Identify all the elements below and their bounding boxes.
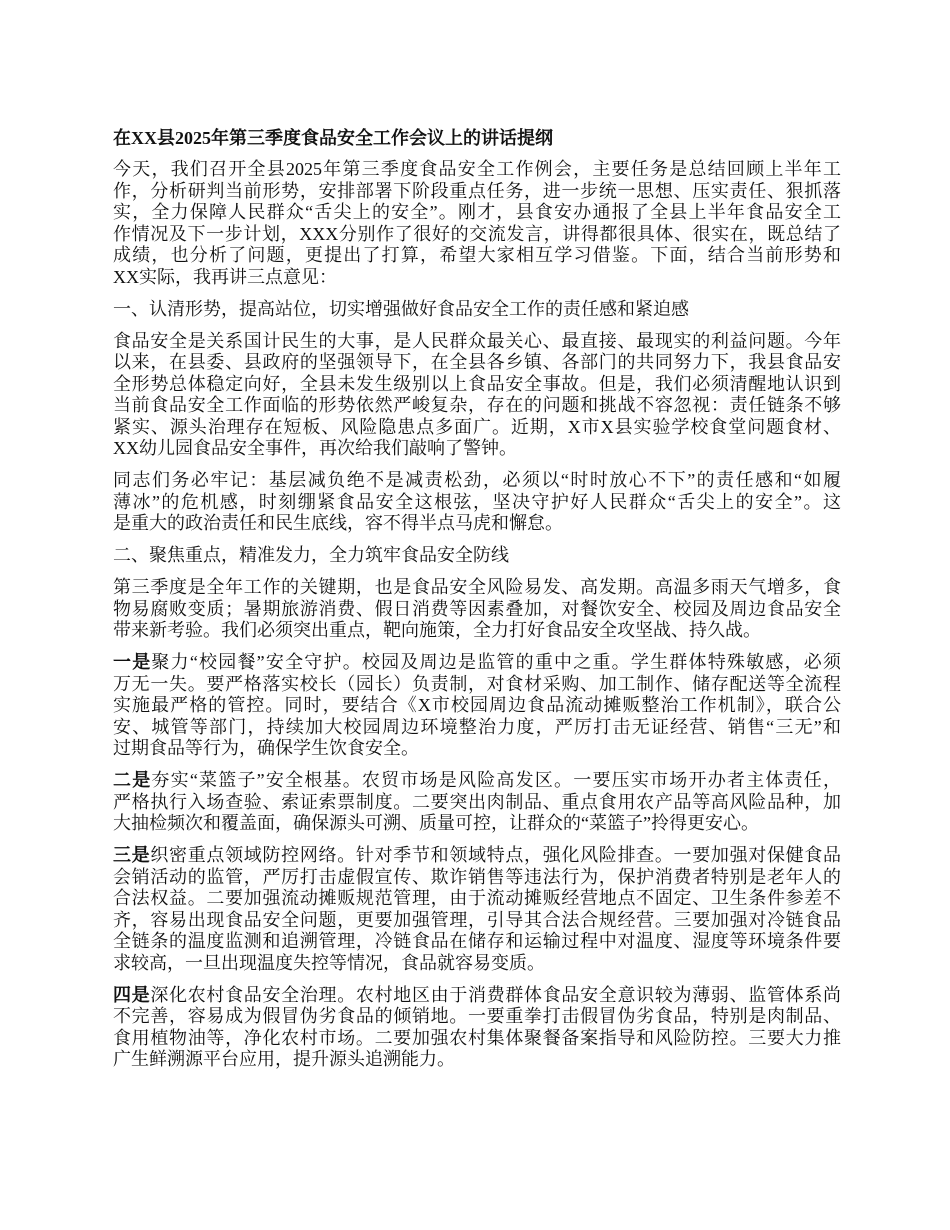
line-text: 食品安全是关系国计民生的大事，是人民群众最关心、最直接、最现实的利益问题。今年	[113, 330, 841, 351]
lead-label: 四是	[113, 984, 151, 1005]
text-line	[113, 513, 841, 535]
line-text: 夯实“菜篮子”安全根基。农贸市场是风险高发区。一要压实市场开办者主体责任，	[151, 770, 841, 790]
paragraph	[113, 577, 841, 642]
text-line	[113, 545, 841, 567]
text-line	[113, 352, 841, 374]
line-text: 深化农村食品安全治理。农村地区由于消费群体食品安全意识较为薄弱、监管体系尚	[150, 984, 842, 1005]
paragraph	[113, 652, 841, 760]
line-text: XX实际，我再讲三点意见：	[113, 266, 337, 287]
paragraph	[113, 470, 841, 535]
lead-label: 二是	[113, 770, 152, 790]
text-line	[113, 1006, 841, 1028]
text-line	[113, 867, 841, 889]
text-line	[113, 374, 841, 396]
text-line	[113, 181, 841, 203]
text-line	[113, 792, 841, 814]
line-text: 食用植物油等，净化农村市场。二要加强农村集体聚餐备案指导和风险防控。三要大力推	[113, 1027, 841, 1048]
line-text: 是重大的政治责任和民生底线，容不得半点马虎和懈怠。	[113, 513, 563, 533]
paragraph	[113, 770, 841, 835]
text-line	[113, 845, 841, 867]
text-line	[113, 738, 841, 760]
paragraph	[113, 159, 841, 288]
text-line	[113, 159, 841, 181]
line-text: 今天，我们召开全县2025年第三季度食品安全工作例会，主要任务是总结回顾上半年工	[113, 159, 841, 179]
line-text: 万无一失。要严格落实校长（园长）负责制，对食材采购、加工制作、储存配送等全流程	[113, 673, 841, 694]
line-text: 安、城管等部门，持续加大校园周边环境整治力度，严厉打击无证经营、销售“三无”和	[113, 716, 841, 737]
text-line	[113, 395, 841, 417]
text-line	[113, 770, 841, 792]
lead-label: 一是	[113, 652, 152, 672]
text-line	[113, 299, 841, 321]
line-text: 物易腐败变质；暑期旅游消费、假日消费等因素叠加，对餐饮安全、校园及周边食品安全	[113, 598, 841, 619]
text-line	[113, 888, 841, 910]
text-line	[113, 931, 841, 953]
text-line	[113, 245, 841, 267]
line-text: 严格执行入场查验、索证索票制度。二要突出肉制品、重点食用农产品等高风险品种，加	[113, 791, 841, 812]
text-line	[113, 953, 841, 975]
line-text: 求较高，一旦出现温度失控等情况，食品就容易变质。	[113, 952, 545, 973]
text-line	[113, 224, 841, 246]
line-text: 会销活动的监管，严厉打击虚假宣传、欺诈销售等违法行为，保护消费者特别是老年人的	[113, 866, 841, 887]
line-text: 广生鲜溯源平台应用，提升源头追溯能力。	[113, 1049, 455, 1069]
document-page	[113, 127, 841, 1081]
text-line	[113, 331, 841, 353]
line-text: 过期食品等行为，确保学生饮食安全。	[113, 738, 419, 758]
line-text: 实，全力保障人民群众“舌尖上的安全”。刚才，县食安办通报了全县上半年食品安全工	[113, 202, 841, 222]
text-line	[113, 438, 841, 460]
line-text: 大抽检频次和覆盖面，确保源头可溯、质量可控，让群众的“菜篮子”拎得更安心。	[113, 813, 759, 833]
text-line	[113, 717, 841, 739]
text-line	[113, 620, 841, 642]
document-title: 在XX县2025年第三季度食品安全工作会议上的讲话提纲	[113, 128, 553, 148]
text-line	[113, 202, 841, 224]
text-line	[113, 267, 841, 289]
line-text: 第三季度是全年工作的关键期，也是食品安全风险易发、高发期。高温多雨天气增多，食	[113, 577, 841, 597]
line-text: 二、聚焦重点，精准发力，全力筑牢食品安全防线	[113, 545, 509, 565]
line-text: 全链条的温度监测和追溯管理，冷链食品在储存和运输过程中对温度、湿度等环境条件要	[113, 931, 841, 951]
line-text: 一、认清形势，提高站位，切实增强做好食品安全工作的责任感和紧迫感	[113, 298, 689, 319]
paragraph	[113, 845, 841, 974]
line-text: 紧实、源头治理存在短板、风险隐患点多面广。近期，X市X县实验学校食堂问题食材、	[113, 416, 841, 437]
paragraph	[113, 985, 841, 1071]
line-text: 织密重点领域防控网络。针对季节和领域特点，强化风险排查。一要加强对保健食品	[150, 845, 842, 865]
text-line	[113, 652, 841, 674]
text-line	[113, 470, 841, 492]
text-line	[113, 674, 841, 696]
line-text: 齐，容易出现食品安全问题，更要加强管理，引导其合法合规经营。三要加强对冷链食品	[113, 909, 841, 930]
text-line	[113, 695, 841, 717]
line-text: 合法权益。二要加强流动摊贩规范管理，由于流动摊贩经营地点不固定、卫生条件参差不	[113, 888, 841, 908]
section-heading	[113, 299, 841, 321]
line-text: 聚力“校园餐”安全守护。校园及周边是监管的重中之重。学生群体特殊敏感，必须	[151, 652, 841, 672]
text-line	[113, 599, 841, 621]
text-line	[113, 985, 841, 1007]
line-text: 成绩，也分析了问题，更提出了打算，希望大家相互学习借鉴。下面，结合当前形势和	[113, 245, 841, 265]
line-text: 薄冰”的危机感，时刻绷紧食品安全这根弦，坚决守护好人民群众“舌尖上的安全”。这	[113, 491, 841, 512]
line-text: 作，分析研判当前形势，安排部署下阶段重点任务，进一步统一思想、压实责任、狠抓落	[113, 180, 841, 201]
line-text: 作情况及下一步计划，XXX分别作了很好的交流发言，讲得都很具体、很实在，既总结了	[113, 223, 841, 244]
paragraph	[113, 331, 841, 460]
line-text: 同志们务必牢记：基层减负绝不是减责松劲，必须以“时时放心不下”的责任感和“如履	[113, 470, 841, 490]
text-line	[113, 492, 841, 514]
section-heading	[113, 545, 841, 567]
document-body	[113, 159, 841, 1071]
text-line	[113, 813, 841, 835]
line-text: 以来，在县委、县政府的坚强领导下，在全县各乡镇、各部门的共同努力下，我县食品安	[113, 352, 841, 372]
line-text: 当前食品安全工作面临的形势依然严峻复杂，存在的问题和挑战不容忽视：责任链条不够	[113, 395, 841, 415]
text-line	[113, 1028, 841, 1050]
text-line	[113, 577, 841, 599]
line-text: 带来新考验。我们必须突出重点，靶向施策，全力打好食品安全攻坚战、持久战。	[113, 620, 761, 640]
text-line	[113, 1049, 841, 1071]
text-line	[113, 417, 841, 439]
line-text: 全形势总体稳定向好，全县未发生级别以上食品安全事故。但是，我们必须清醒地认识到	[113, 373, 841, 394]
line-text: 不完善，容易成为假冒伪劣食品的倾销地。一要重拳打击假冒伪劣食品，特别是肉制品、	[113, 1006, 841, 1026]
line-text: 实施最严格的管控。同时，要结合《X市校园周边食品流动摊贩整治工作机制》，联合公	[113, 695, 841, 715]
text-line	[113, 910, 841, 932]
line-text: XX幼儿园食品安全事件，再次给我们敲响了警钟。	[113, 438, 517, 458]
lead-label: 三是	[113, 845, 151, 865]
